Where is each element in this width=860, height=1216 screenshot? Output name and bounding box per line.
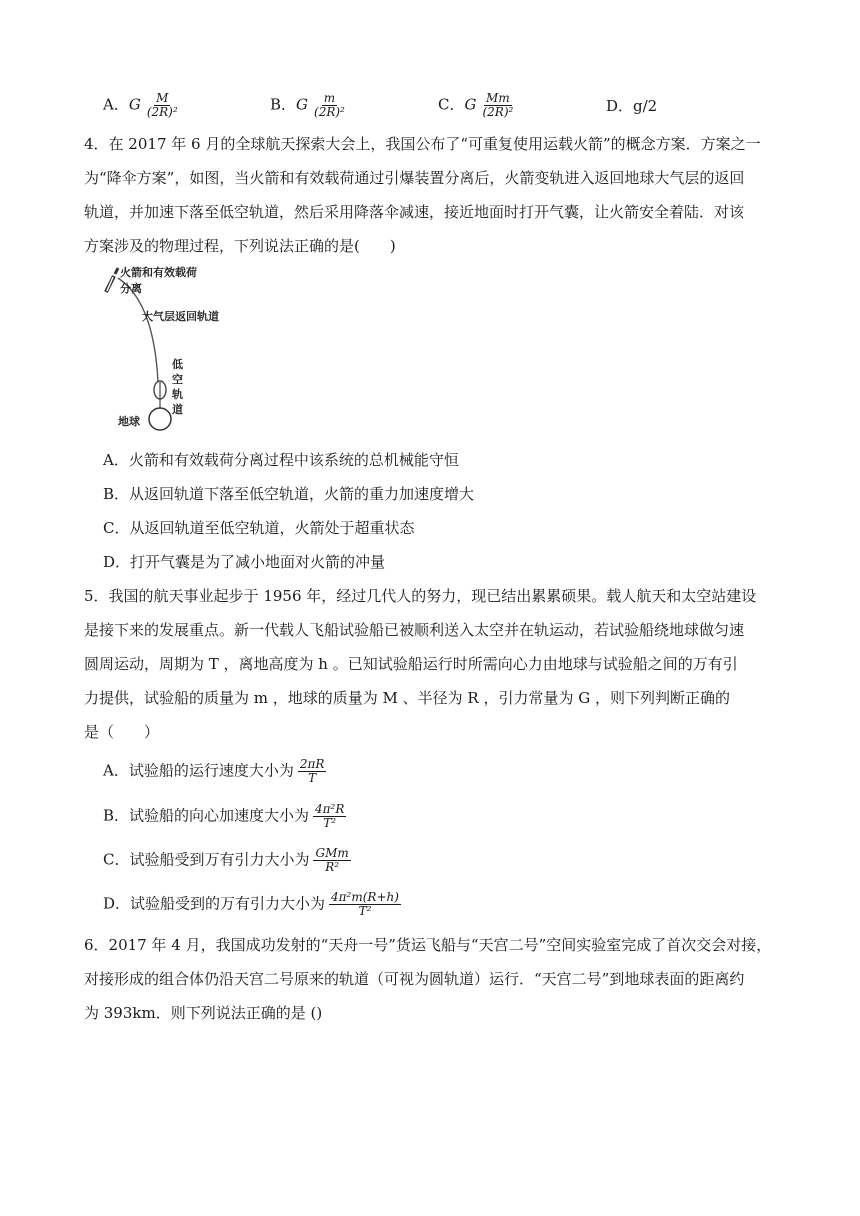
q5-option-a xyxy=(103,758,326,785)
rocket-icon xyxy=(106,268,118,292)
fraction-denominator: T² xyxy=(323,816,337,830)
q3-option-d xyxy=(606,96,657,116)
q4-option-b: B．从返回轨道下落至低空轨道，火箭的重力加速度增大 xyxy=(103,485,475,503)
option-text: C．试验船受到万有引力大小为 xyxy=(103,850,310,869)
label-separation-1: 火箭和有效载荷 xyxy=(120,266,197,279)
q6-line-2: 对接形成的组合体仍沿天宫二号原来的轨道（可视为圆轨道）运行．“天宫二号”到地球表面的距离约 xyxy=(84,970,745,988)
q4-line-2: 为“降伞方案”，如图，当火箭和有效载荷通过引爆装置分离后，火箭变轨进入返回地球大气层的返回 xyxy=(84,169,745,187)
q3-option-b xyxy=(270,92,347,119)
label-separation-2: 分离 xyxy=(120,282,142,295)
label-return-orbit: 大气层返回轨道 xyxy=(142,310,219,323)
fraction-denominator: (2R)² xyxy=(482,105,514,119)
fraction xyxy=(313,803,346,830)
q4-line-3: 轨道，并加速下落至低空轨道，然后采用降落伞减速，接近地面时打开气囊，让火箭安全着陆．对该 xyxy=(84,203,745,221)
formula-prefix: G xyxy=(464,95,477,114)
fraction-numerator: 2πR xyxy=(299,757,325,771)
q4-line-4: 方案涉及的物理过程，下列说法正确的是( ) xyxy=(84,237,396,255)
option-text: D．试验船受到的万有引力大小为 xyxy=(103,894,326,913)
fraction-numerator: M xyxy=(156,91,169,105)
q3-option-c xyxy=(438,92,515,119)
fraction xyxy=(145,92,180,119)
option-label: B． xyxy=(270,95,297,114)
fraction xyxy=(312,92,347,119)
label-low-orbit-1: 低 xyxy=(172,358,183,371)
fraction-numerator: Mm xyxy=(486,91,510,105)
formula-prefix: G xyxy=(128,95,141,114)
q4-line-1: 4．在 2017 年 6 月的全球航天探索大会上，我国公布了“可重复使用运载火箭”的概念方案．方案之一 xyxy=(84,135,761,153)
fraction-denominator: (2R)² xyxy=(146,105,178,119)
earth-circle xyxy=(149,408,171,430)
trajectory-diagram xyxy=(96,262,236,437)
fraction-denominator: (2R)² xyxy=(314,105,345,119)
fraction-numerator: m xyxy=(323,91,336,105)
fraction xyxy=(298,758,327,785)
fraction xyxy=(329,891,401,918)
option-label: D． xyxy=(606,97,634,115)
label-low-orbit-3: 轨 xyxy=(172,388,183,401)
q5-option-b xyxy=(103,803,346,830)
rocket-trajectory-figure xyxy=(96,262,236,437)
option-text: B．试验船的向心加速度大小为 xyxy=(103,806,310,825)
q4-option-d: D．打开气囊是为了减小地面对火箭的冲量 xyxy=(103,553,386,571)
fraction-denominator: R² xyxy=(325,860,340,874)
q6-line-3: 为 393km．则下列说法正确的是 () xyxy=(84,1004,323,1022)
q5-line-5: 是（ ） xyxy=(84,723,160,741)
q6-line-1: 6．2017 年 4 月，我国成功发射的“天舟一号”货运飞船与“天宫二号”空间实验室完成了首次交会对接， xyxy=(84,936,772,954)
fraction-denominator: T xyxy=(308,771,317,785)
q5-line-1: 5．我国的航天事业起步于 1956 年，经过几代人的努力，现已结出累累硕果。载人航天和太空站建设 xyxy=(84,587,757,605)
option-text: g/2 xyxy=(633,97,658,115)
formula-prefix: G xyxy=(296,95,309,114)
q5-line-3: 圆周运动，周期为 T ，离地高度为 h 。已知试验船运行时所需向心力由地球与试验船之间的万有引 xyxy=(84,655,738,673)
fraction-numerator: 4π²R xyxy=(315,802,345,816)
q5-line-2: 是接下来的发展重点。新一代载人飞船试验船已被顺利送入太空并在轨运动，若试验船绕地球做匀速 xyxy=(84,621,745,639)
q3-option-a xyxy=(103,92,180,119)
q5-option-d xyxy=(103,891,401,918)
option-text: A．试验船的运行速度大小为 xyxy=(103,761,294,780)
q4-option-a: A．火箭和有效载荷分离过程中该系统的总机械能守恒 xyxy=(103,451,459,469)
q5-line-4: 力提供，试验船的质量为 m ，地球的质量为 M 、半径为 R ，引力常量为 G ，则下列判断正确的 xyxy=(84,689,731,707)
q5-option-c xyxy=(103,847,351,874)
label-low-orbit-2: 空 xyxy=(172,373,183,386)
fraction xyxy=(313,847,350,874)
label-low-orbit-4: 道 xyxy=(172,403,183,416)
fraction-numerator: GMm xyxy=(315,846,349,860)
option-label: C． xyxy=(438,95,465,114)
fraction-numerator: 4π²m(R+h) xyxy=(331,890,399,904)
option-label: A． xyxy=(103,95,129,114)
fraction-denominator: T² xyxy=(358,904,372,918)
label-earth: 地球 xyxy=(118,415,140,428)
q4-option-c: C．从返回轨道至低空轨道，火箭处于超重状态 xyxy=(103,519,415,537)
fraction xyxy=(480,92,515,119)
